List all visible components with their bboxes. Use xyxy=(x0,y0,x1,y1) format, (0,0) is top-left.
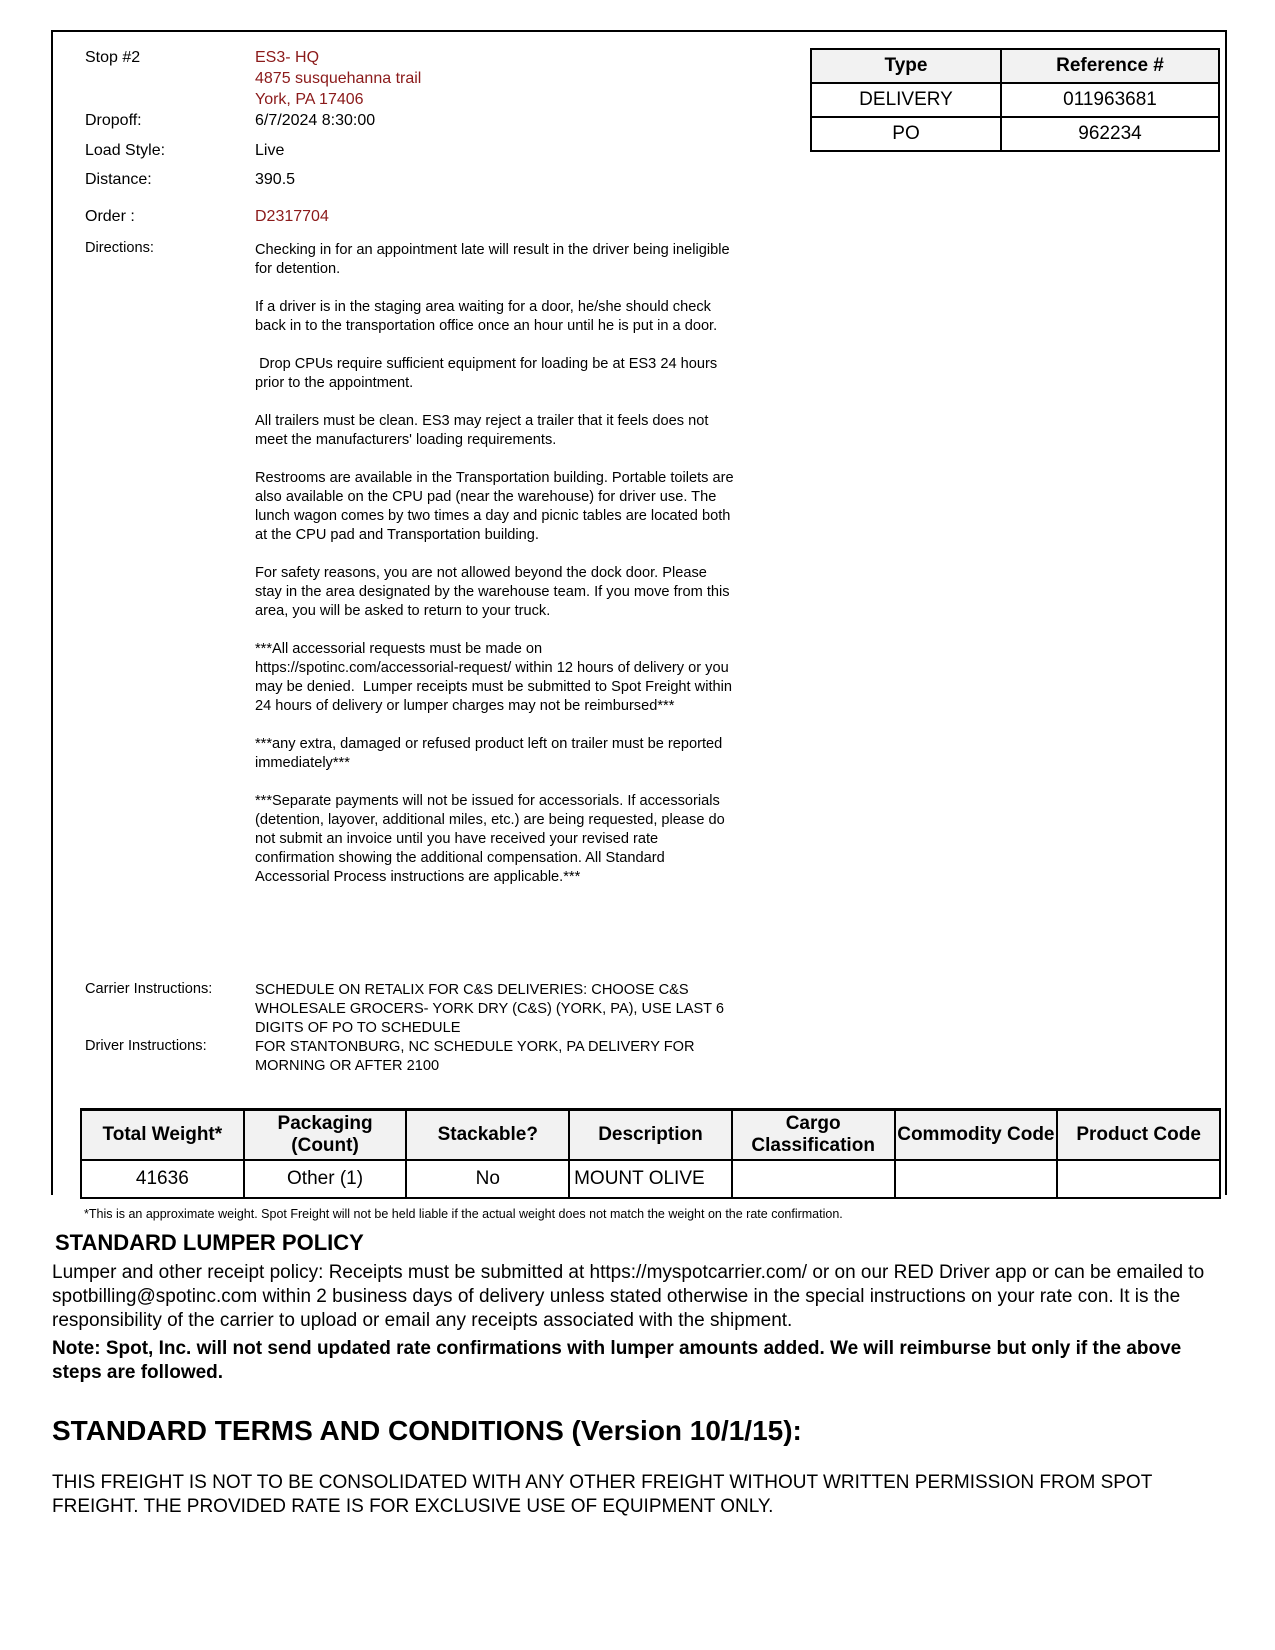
directions-text xyxy=(255,241,738,887)
direction-paragraph: For safety reasons, you are not allowed beyond the dock door. Please stay in the area designated by the warehouse team. If you move from this area, you will be asked to return to your truck. xyxy=(255,565,734,619)
direction-paragraph: ***Separate payments will not be issued for accessorials. If accessorials (detention, layover, additional miles, etc.) are being requested, please do not submit an invoice until you have received your revised rate confirmation showing the additional compensation. All Standard Accessorial Process instructions are applicable.*** xyxy=(255,793,729,885)
type-header: Type xyxy=(811,49,1001,83)
cargo-table xyxy=(80,1108,1221,1199)
order-label: Order : xyxy=(85,208,135,225)
reference-number-cell: 011963681 xyxy=(1001,83,1219,117)
reference-number-header: Reference # xyxy=(1001,49,1219,83)
direction-paragraph: Drop CPUs require sufficient equipment for loading be at ES3 24 hours prior to the appointment. xyxy=(255,356,722,391)
location-address: 4875 susquehanna trail xyxy=(255,70,422,87)
table-row xyxy=(811,83,1219,117)
description-header: Description xyxy=(569,1110,732,1161)
direction-paragraph: Restrooms are available in the Transportation building. Portable toilets are also available on the CPU pad (near the warehouse) for driver use. The lunch wagon comes by two times a day and picnic tables are located both at the CPU pad and Transportation building. xyxy=(255,470,738,543)
stop-number-label: Stop #2 xyxy=(85,49,141,66)
total-weight-cell: 41636 xyxy=(81,1160,244,1198)
reference-type-cell: DELIVERY xyxy=(811,83,1001,117)
lumper-policy-heading: STANDARD LUMPER POLICY xyxy=(55,1230,364,1255)
driver-instructions-text: FOR STANTONBURG, NC SCHEDULE YORK, PA DELIVERY FOR MORNING OR AFTER 2100 xyxy=(255,1039,695,1074)
load-style-label: Load Style: xyxy=(85,142,166,159)
stackable-cell: No xyxy=(406,1160,569,1198)
location-city-state-zip: York, PA 17406 xyxy=(255,91,364,108)
direction-paragraph: If a driver is in the staging area waiting for a door, he/she should check back in to the transportation office once an hour until he is put in a door. xyxy=(255,299,718,334)
terms-heading: STANDARD TERMS AND CONDITIONS (Version 10/1/15): xyxy=(52,1415,802,1446)
packaging-header: Packaging (Count) xyxy=(244,1110,407,1161)
stackable-header: Stackable? xyxy=(406,1110,569,1161)
table-row xyxy=(81,1160,1220,1198)
table-row xyxy=(811,117,1219,151)
product-code-header: Product Code xyxy=(1057,1110,1220,1161)
commodity-code-cell xyxy=(895,1160,1058,1198)
load-style-value: Live xyxy=(255,142,285,159)
cargo-classification-header: Cargo Classification xyxy=(732,1110,895,1161)
reference-table-header xyxy=(811,49,1219,83)
reference-table xyxy=(810,48,1220,152)
distance-value: 390.5 xyxy=(255,171,296,188)
cargo-table-header xyxy=(81,1110,1220,1161)
cargo-classification-cell xyxy=(732,1160,895,1198)
direction-paragraph: All trailers must be clean. ES3 may reject a trailer that it feels does not meet the manufacturers' loading requirements. xyxy=(255,413,713,448)
order-value: D2317704 xyxy=(255,208,329,225)
distance-label: Distance: xyxy=(85,171,152,188)
carrier-instructions-text: SCHEDULE ON RETALIX FOR C&S DELIVERIES: CHOOSE C&S WHOLESALE GROCERS- YORK DRY (C&S) (YORK, PA), USE LAST 6 DIGITS OF PO TO SCHEDULE xyxy=(255,982,725,1036)
location-name: ES3- HQ xyxy=(255,49,320,66)
terms-text: THIS FREIGHT IS NOT TO BE CONSOLIDATED WITH ANY OTHER FREIGHT WITHOUT WRITTEN PERMISSION FROM SPOT FREIGHT. THE PROVIDED RATE IS FOR EXCLUSIVE USE OF EQUIPMENT ONLY. xyxy=(52,1472,1152,1517)
product-code-cell xyxy=(1057,1160,1220,1198)
total-weight-header: Total Weight* xyxy=(81,1110,244,1161)
description-cell: MOUNT OLIVE xyxy=(569,1160,732,1198)
reference-number-cell: 962234 xyxy=(1001,117,1219,151)
direction-paragraph: Checking in for an appointment late will result in the driver being ineligible for detention. xyxy=(255,242,734,277)
weight-footnote: *This is an approximate weight. Spot Freight will not be held liable if the actual weight does not match the weight on the rate confirmation. xyxy=(84,1207,843,1221)
direction-paragraph: ***any extra, damaged or refused product left on trailer must be reported immediately*** xyxy=(255,736,727,771)
commodity-code-header: Commodity Code xyxy=(895,1110,1058,1161)
dropoff-label: Dropoff: xyxy=(85,112,142,129)
dropoff-value: 6/7/2024 8:30:00 xyxy=(255,112,376,129)
reference-type-cell: PO xyxy=(811,117,1001,151)
directions-label: Directions: xyxy=(85,240,154,256)
carrier-instructions-label: Carrier Instructions: xyxy=(85,981,213,997)
packaging-cell: Other (1) xyxy=(244,1160,407,1198)
driver-instructions-label: Driver Instructions: xyxy=(85,1038,207,1054)
lumper-policy-text: Lumper and other receipt policy: Receipts must be submitted at https://myspotcarrier.com/ or on our RED Driver app or can be emailed to spotbilling@spotinc.com within 2 business days of delivery unless stated otherwise in the special instructions on your rate con. It is the responsibility of the carrier to upload or email any receipts associated with the shipment. xyxy=(52,1262,1205,1331)
direction-paragraph: ***All accessorial requests must be made on https://spotinc.com/accessorial-request/ within 12 hours of delivery or you may be denied. Lumper receipts must be submitted to Spot Freight within 24 hours of delivery or lumper charges may not be reimbursed*** xyxy=(255,641,737,714)
lumper-policy-note: Note: Spot, Inc. will not send updated rate confirmations with lumper amounts added. We will reimburse but only if the above steps are followed. xyxy=(52,1338,1182,1383)
